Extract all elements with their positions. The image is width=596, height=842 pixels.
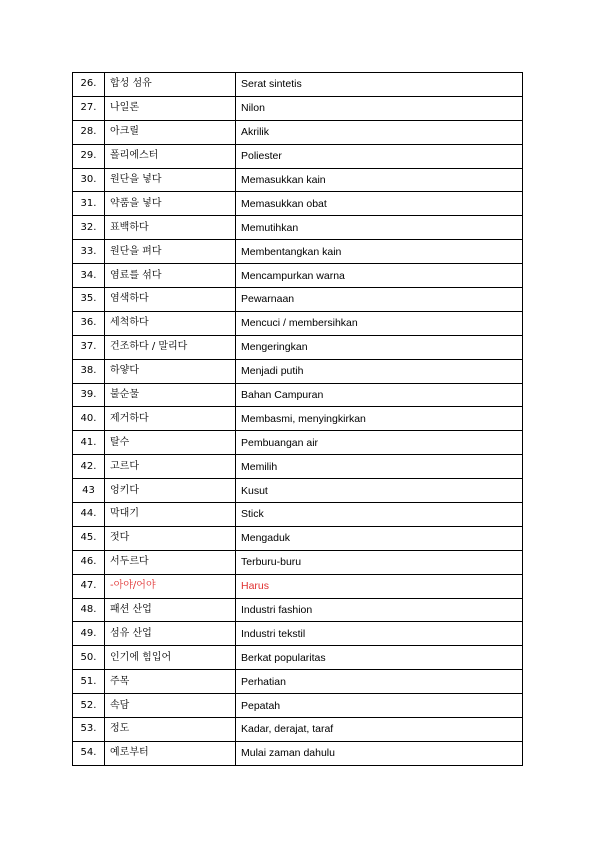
row-number: 41. (73, 431, 105, 455)
indonesian-translation: Kusut (236, 479, 523, 503)
korean-term: 주목 (105, 670, 236, 694)
table-row (73, 598, 523, 622)
korean-term: 아크릴 (105, 120, 236, 144)
row-number: 28. (73, 120, 105, 144)
row-number: 29. (73, 144, 105, 168)
korean-term: 원단을 펴다 (105, 240, 236, 264)
row-number: 52. (73, 694, 105, 718)
row-number: 53. (73, 718, 105, 742)
korean-term: 제거하다 (105, 407, 236, 431)
table-row (73, 120, 523, 144)
korean-term: 서두르다 (105, 550, 236, 574)
row-number: 40. (73, 407, 105, 431)
indonesian-translation: Membasmi, menyingkirkan (236, 407, 523, 431)
korean-term: 합성 섬유 (105, 73, 236, 97)
indonesian-translation: Terburu-buru (236, 550, 523, 574)
korean-term: 섬유 산업 (105, 622, 236, 646)
indonesian-translation: Pembuangan air (236, 431, 523, 455)
table-row (73, 526, 523, 550)
row-number: 27. (73, 96, 105, 120)
korean-term: 엉키다 (105, 479, 236, 503)
indonesian-translation: Memutihkan (236, 216, 523, 240)
table-row (73, 311, 523, 335)
row-number: 35. (73, 288, 105, 312)
korean-term: 원단을 넣다 (105, 168, 236, 192)
table-row (73, 550, 523, 574)
row-number: 54. (73, 741, 105, 765)
indonesian-translation: Memasukkan kain (236, 168, 523, 192)
table-row (73, 407, 523, 431)
korean-term: -아야/어야 (105, 574, 236, 598)
row-number: 42. (73, 455, 105, 479)
table-row (73, 359, 523, 383)
indonesian-translation: Stick (236, 503, 523, 527)
indonesian-translation: Mengaduk (236, 526, 523, 550)
korean-term: 폴리에스터 (105, 144, 236, 168)
row-number: 32. (73, 216, 105, 240)
indonesian-translation: Nilon (236, 96, 523, 120)
table-row (73, 383, 523, 407)
row-number: 39. (73, 383, 105, 407)
table-row (73, 73, 523, 97)
table-row (73, 192, 523, 216)
row-number: 47. (73, 574, 105, 598)
table-row (73, 718, 523, 742)
indonesian-translation: Kadar, derajat, taraf (236, 718, 523, 742)
indonesian-translation: Mencuci / membersihkan (236, 311, 523, 335)
table-row-highlighted (73, 574, 523, 598)
vocabulary-table (72, 72, 523, 766)
row-number: 33. (73, 240, 105, 264)
korean-term: 고르다 (105, 455, 236, 479)
indonesian-translation: Harus (236, 574, 523, 598)
korean-term: 막대기 (105, 503, 236, 527)
indonesian-translation: Memasukkan obat (236, 192, 523, 216)
table-row (73, 479, 523, 503)
row-number: 31. (73, 192, 105, 216)
korean-term: 염색하다 (105, 288, 236, 312)
row-number: 49. (73, 622, 105, 646)
indonesian-translation: Membentangkan kain (236, 240, 523, 264)
row-number: 37. (73, 335, 105, 359)
table-row (73, 240, 523, 264)
table-row (73, 216, 523, 240)
indonesian-translation: Menjadi putih (236, 359, 523, 383)
korean-term: 나일론 (105, 96, 236, 120)
table-row (73, 96, 523, 120)
indonesian-translation: Industri tekstil (236, 622, 523, 646)
table-row (73, 288, 523, 312)
row-number: 34. (73, 264, 105, 288)
row-number: 51. (73, 670, 105, 694)
row-number: 48. (73, 598, 105, 622)
table-row (73, 741, 523, 765)
row-number: 44. (73, 503, 105, 527)
indonesian-translation: Mengeringkan (236, 335, 523, 359)
korean-term: 인기에 힘입어 (105, 646, 236, 670)
korean-term: 젓다 (105, 526, 236, 550)
korean-term: 약품을 넣다 (105, 192, 236, 216)
indonesian-translation: Memilih (236, 455, 523, 479)
korean-term: 염료를 섞다 (105, 264, 236, 288)
row-number: 46. (73, 550, 105, 574)
row-number: 45. (73, 526, 105, 550)
korean-term: 건조하다 / 말리다 (105, 335, 236, 359)
indonesian-translation: Pewarnaan (236, 288, 523, 312)
vocabulary-table-body (73, 73, 523, 766)
table-row (73, 431, 523, 455)
table-row (73, 264, 523, 288)
row-number: 36. (73, 311, 105, 335)
table-row (73, 455, 523, 479)
row-number: 50. (73, 646, 105, 670)
korean-term: 패션 산업 (105, 598, 236, 622)
korean-term: 표백하다 (105, 216, 236, 240)
indonesian-translation: Mencampurkan warna (236, 264, 523, 288)
row-number: 38. (73, 359, 105, 383)
indonesian-translation: Pepatah (236, 694, 523, 718)
indonesian-translation: Bahan Campuran (236, 383, 523, 407)
table-row (73, 646, 523, 670)
korean-term: 속담 (105, 694, 236, 718)
korean-term: 정도 (105, 718, 236, 742)
table-row (73, 694, 523, 718)
korean-term: 불순물 (105, 383, 236, 407)
indonesian-translation: Industri fashion (236, 598, 523, 622)
indonesian-translation: Mulai zaman dahulu (236, 741, 523, 765)
row-number: 30. (73, 168, 105, 192)
korean-term: 세척하다 (105, 311, 236, 335)
indonesian-translation: Poliester (236, 144, 523, 168)
table-row (73, 168, 523, 192)
korean-term: 탈수 (105, 431, 236, 455)
korean-term: 예로부터 (105, 741, 236, 765)
table-row (73, 670, 523, 694)
table-row (73, 503, 523, 527)
indonesian-translation: Akrilik (236, 120, 523, 144)
indonesian-translation: Perhatian (236, 670, 523, 694)
table-row (73, 144, 523, 168)
korean-term: 하얗다 (105, 359, 236, 383)
table-row (73, 622, 523, 646)
row-number: 43 (73, 479, 105, 503)
table-row (73, 335, 523, 359)
row-number: 26. (73, 73, 105, 97)
indonesian-translation: Berkat popularitas (236, 646, 523, 670)
indonesian-translation: Serat sintetis (236, 73, 523, 97)
